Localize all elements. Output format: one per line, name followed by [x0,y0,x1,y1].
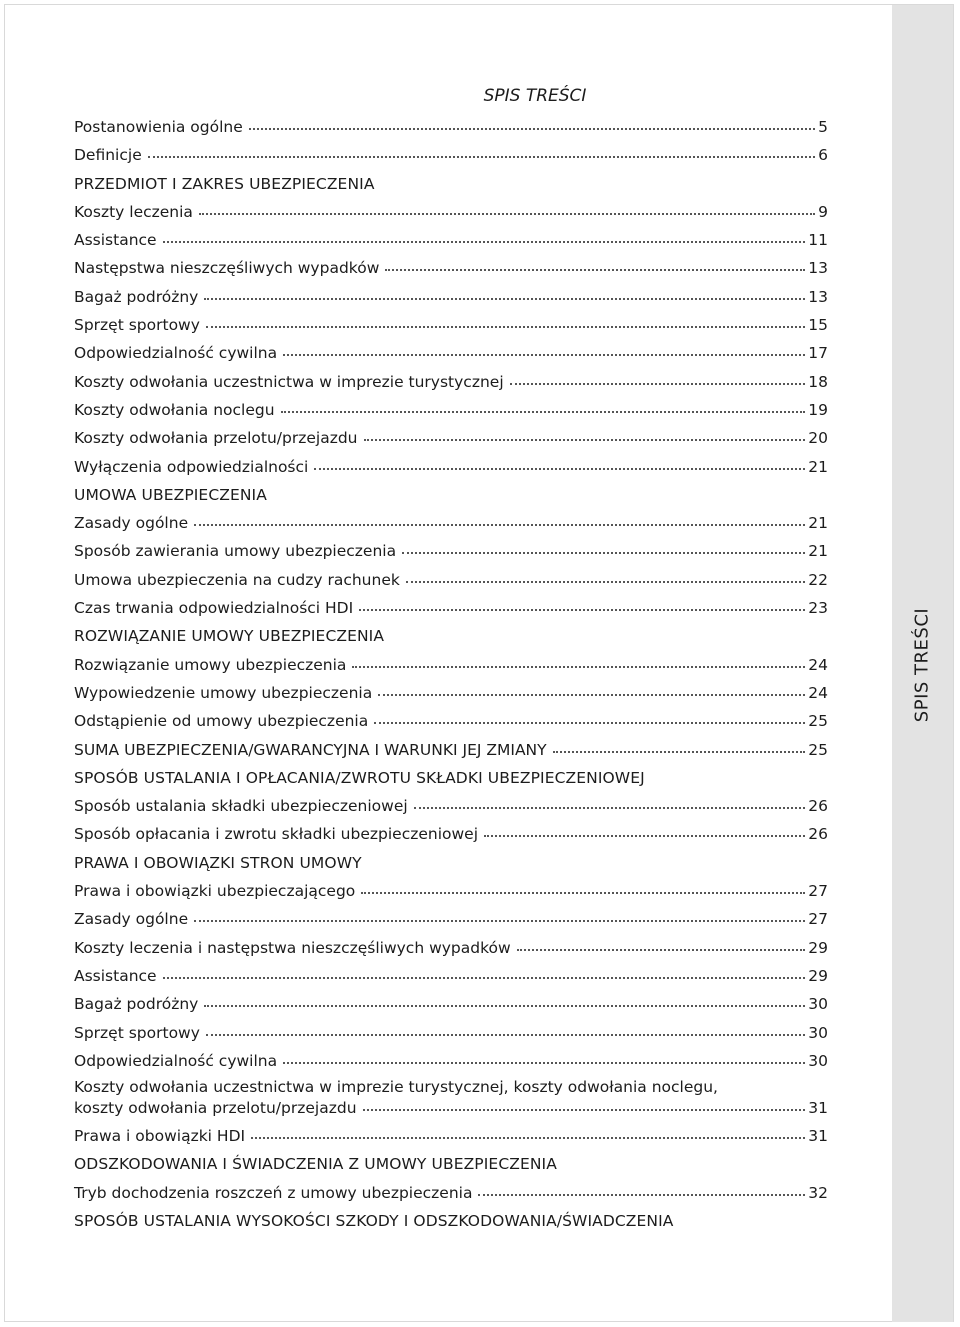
toc-page-number: 24 [808,683,828,702]
dot-leader [194,522,805,526]
toc-entry-label: Sposób ustalania składki ubezpieczeniowej [74,797,408,816]
dot-leader [359,607,805,611]
toc-page-number: 15 [808,316,828,335]
toc-entry-label: Odpowiedzialność cywilna [74,344,278,363]
dot-leader [374,720,805,724]
toc-section-label: PRZEDMIOT I ZAKRES UBEZPIECZENIA [74,174,375,193]
toc-entry[interactable] [74,396,828,424]
toc-entry-label: Bagaż podróżny [74,995,199,1014]
toc-section-label: SPOSÓB USTALANIA I OPŁACANIA/ZWROTU SKŁADKI UBEZPIECZENIOWEJ [74,768,645,787]
toc-page-number: 29 [808,938,828,957]
toc-entry-label: Tryb dochodzenia roszczeń z umowy ubezpieczenia [74,1183,473,1202]
toc-entry-label: Assistance [74,231,157,250]
toc-page-number: 30 [808,1023,828,1042]
dot-leader [199,211,815,215]
toc-entry-label: Definicje [74,146,142,165]
dot-leader [251,1135,805,1139]
toc-entry[interactable] [74,934,828,962]
toc-entry-label: Koszty odwołania przelotu/przejazdu [74,429,358,448]
toc-entry[interactable] [74,1047,828,1075]
toc-entry-label: Odstąpienie od umowy ubezpieczenia [74,712,369,731]
toc-page-number: 22 [808,570,828,589]
toc-section-label: ROZWIĄZANIE UMOWY UBEZPIECZENIA [74,627,385,646]
toc-entry[interactable] [74,1122,828,1150]
toc-entry-label: Rozwiązanie umowy ubezpieczenia [74,655,347,674]
toc-page-number: 30 [808,995,828,1014]
toc-entry[interactable] [74,736,828,764]
toc-page-number: 25 [808,712,828,731]
dot-leader [163,975,806,979]
dot-leader [206,324,805,328]
toc-entry-label: Koszty leczenia [74,202,193,221]
toc-entry-label: Sprzęt sportowy [74,316,200,335]
dot-leader [204,1003,805,1007]
toc-entry[interactable] [74,226,828,254]
toc-page-number: 21 [808,514,828,533]
toc-entry[interactable] [74,594,828,622]
toc-entry[interactable] [74,424,828,452]
dot-leader [553,749,806,753]
toc-entry-label: Zasady ogólne [74,910,189,929]
toc-entry[interactable] [74,537,828,565]
toc-page-number: 21 [808,542,828,561]
dot-leader [352,664,805,668]
toc-entry-label: Assistance [74,966,157,985]
table-of-contents [74,113,828,1235]
toc-entry[interactable] [74,254,828,282]
toc-section-heading [74,764,828,792]
toc-page-number: 29 [808,966,828,985]
toc-page-number: 17 [808,344,828,363]
dot-leader [478,1192,805,1196]
toc-entry-label: Umowa ubezpieczenia na cudzy rachunek [74,570,400,589]
toc-section-label: UMOWA UBEZPIECZENIA [74,485,267,504]
toc-entry-label: Sprzęt sportowy [74,1023,200,1042]
toc-entry[interactable] [74,368,828,396]
dot-leader [283,352,805,356]
toc-entry[interactable] [74,1179,828,1207]
dot-leader [402,550,805,554]
toc-section-label: ODSZKODOWANIA I ŚWIADCZENIA Z UMOWY UBEZPIECZENIA [74,1155,557,1174]
toc-entry[interactable] [74,339,828,367]
toc-page-number: 20 [808,429,828,448]
toc-section-heading [74,1207,828,1235]
toc-entry-line [74,1098,828,1119]
dot-leader [484,833,805,837]
toc-section-heading [74,481,828,509]
toc-entry[interactable] [74,651,828,679]
toc-entry-label: Bagaż podróżny [74,287,199,306]
toc-entry[interactable] [74,1019,828,1047]
toc-page-number: 27 [808,910,828,929]
dot-leader [249,126,815,130]
toc-entry-label: Wyłączenia odpowiedzialności [74,457,309,476]
toc-section-heading [74,849,828,877]
toc-entry-label: Koszty odwołania uczestnictwa w imprezie turystycznej [74,372,504,391]
dot-leader [364,437,806,441]
toc-entry[interactable] [74,877,828,905]
toc-entry[interactable] [74,905,828,933]
toc-entry[interactable] [74,566,828,594]
toc-entry-label: Postanowienia ogólne [74,118,243,136]
toc-entry[interactable] [74,1075,828,1122]
toc-entry[interactable] [74,990,828,1018]
toc-title: SPIS TREŚCI [483,86,587,106]
dot-leader [414,805,806,809]
dot-leader [148,154,815,158]
toc-entry[interactable] [74,820,828,848]
toc-entry[interactable] [74,283,828,311]
dot-leader [378,692,805,696]
toc-entry[interactable] [74,962,828,990]
toc-entry-label: Sposób opłacania i zwrotu składki ubezpieczeniowej [74,825,479,844]
toc-section-heading [74,170,828,198]
dot-leader [363,1107,806,1111]
toc-page-number: 23 [808,599,828,618]
toc-entry[interactable] [74,707,828,735]
toc-entry-label: Zasady ogólne [74,514,189,533]
toc-page-number: 25 [808,740,828,759]
toc-entry-label: Koszty leczenia i następstwa nieszczęśliwych wypadków [74,938,511,957]
toc-section-heading [74,1150,828,1178]
toc-page-number: 5 [818,118,828,136]
toc-entry-label: Prawa i obowiązki ubezpieczającego [74,882,356,901]
toc-page-number: 6 [818,146,828,165]
dot-leader [281,409,806,413]
toc-entry-label: Odpowiedzialność cywilna [74,1051,278,1070]
toc-entry-line [74,1077,828,1098]
toc-page-number: 32 [808,1183,828,1202]
dot-leader [406,579,805,583]
dot-leader [361,890,805,894]
toc-page-number: 13 [808,287,828,306]
toc-section-label: PRAWA I OBOWIĄZKI STRON UMOWY [74,853,362,872]
toc-entry[interactable] [74,311,828,339]
toc-entry[interactable] [74,113,828,141]
toc-entry[interactable] [74,792,828,820]
toc-page-number: 9 [818,202,828,221]
toc-entry[interactable] [74,453,828,481]
toc-page-number: 26 [808,797,828,816]
toc-page-number: 24 [808,655,828,674]
toc-page-number: 18 [808,372,828,391]
toc-entry-label: Następstwa nieszczęśliwych wypadków [74,259,380,278]
dot-leader [517,947,806,951]
dot-leader [314,466,805,470]
dot-leader [385,267,805,271]
dot-leader [510,381,806,385]
toc-entry-label: Koszty odwołania noclegu [74,400,275,419]
toc-section-heading [74,622,828,650]
toc-page-number: 11 [808,231,828,250]
toc-entry[interactable] [74,509,828,537]
toc-entry-label: Czas trwania odpowiedzialności HDI [74,599,354,618]
dot-leader [206,1032,805,1036]
toc-section-label: SPOSÓB USTALANIA WYSOKOŚCI SZKODY I ODSZKODOWANIA/ŚWIADCZENIA [74,1211,674,1230]
toc-entry-label: Prawa i obowiązki HDI [74,1127,246,1146]
toc-page-number: 21 [808,457,828,476]
toc-page-number: 13 [808,259,828,278]
toc-page-number: 19 [808,400,828,419]
toc-page-number: 31 [808,1127,828,1146]
toc-entry-label: SUMA UBEZPIECZENIA/GWARANCYJNA I WARUNKI JEJ ZMIANY [74,740,547,759]
toc-entry-label: Wypowiedzenie umowy ubezpieczenia [74,683,373,702]
toc-entry[interactable] [74,141,828,169]
dot-leader [204,296,805,300]
toc-entry-label: Koszty odwołania uczestnictwa w imprezie turystycznej, koszty odwołania noclegu, [74,1078,718,1097]
toc-page-number: 30 [808,1051,828,1070]
dot-leader [194,918,805,922]
side-tab-label: SPIS TREŚCI [911,607,933,723]
toc-entry[interactable] [74,679,828,707]
dot-leader [163,239,806,243]
toc-entry-label: Sposób zawierania umowy ubezpieczenia [74,542,397,561]
toc-page-number: 31 [808,1099,828,1118]
toc-entry[interactable] [74,198,828,226]
dot-leader [283,1060,805,1064]
toc-page-number: 26 [808,825,828,844]
toc-entry-label: koszty odwołania przelotu/przejazdu [74,1099,357,1118]
toc-page-number: 27 [808,882,828,901]
